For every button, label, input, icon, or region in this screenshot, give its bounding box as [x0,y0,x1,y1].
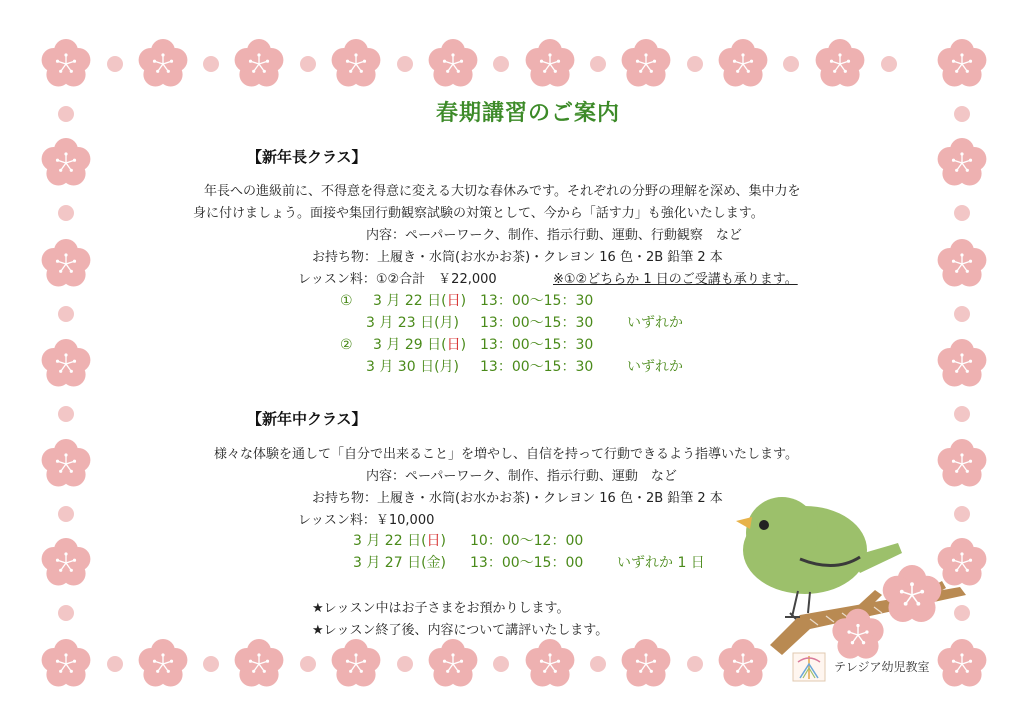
note-item: ★レッスン終了後、内容について講評いたします。 [312,623,609,638]
schedule-date: 3 月 22 日( [353,533,427,549]
schedule-time: 13：00～15：30 [480,337,594,353]
schedule-sunday: 日 [426,533,441,549]
class1-items: お持ち物：上履き・水筒(お水かお茶)・クレヨン 16 色・2B 鉛筆 2 本 [312,250,723,265]
schedule-mark: ② [340,337,353,353]
class2-content: 内容：ペーパーワーク、制作、指示行動、運動 など [366,469,677,484]
class1-fee-note: ※①②どちらか 1 日のご受講も承ります。 [553,272,798,287]
schedule-time: 13：00～15：30 [480,359,594,375]
class1-content: 内容：ペーパーワーク、制作、指示行動、運動、行動観察 など [366,228,742,243]
page-title: 春期講習のご案内 [436,101,621,126]
schedule-time: 13：00～15：00 [470,555,584,571]
schedule-time: 13：00～15：30 [480,315,594,331]
schedule-sunday: 日 [446,293,461,309]
schedule-date: 3 月 29 日( [373,337,447,353]
school-logo-icon [792,652,826,682]
class2-heading: 【新年中クラス】 [247,410,367,428]
schedule-time: 13：00～15：30 [480,293,594,309]
schedule-date: 3 月 23 日(月) [366,315,459,331]
schedule-mark: ① [340,293,353,309]
schedule-note: いずれか [627,359,683,375]
schedule-note: いずれか [627,315,683,331]
class2-items: お持ち物：上履き・水筒(お水かお茶)・クレヨン 16 色・2B 鉛筆 2 本 [312,491,723,506]
class1-heading: 【新年長クラス】 [247,148,367,166]
school-name: テレジア幼児教室 [834,660,930,674]
bird-on-branch-illustration [730,495,980,660]
schedule-note: いずれか 1 日 [617,555,705,571]
schedule-sunday: 日 [446,337,461,353]
schedule-time: 10：00～12：00 [470,533,584,549]
schedule-date: 3 月 22 日( [373,293,447,309]
schedule-date: 3 月 30 日(月) [366,359,459,375]
class2-fee: レッスン料：￥10,000 [298,513,435,528]
bird [736,497,902,619]
class1-schedule-row: ① 3 月 22 日(日) [340,293,467,309]
class2-intro: 様々な体験を通して「自分で出来ること」を増やし、自信を持って行動できるよう指導いたします。 [214,447,798,462]
class2-schedule-row: 3 月 22 日(日) [353,533,447,549]
class1-schedule-row: ② 3 月 29 日(日) [340,337,467,353]
schedule-date: 3 月 27 日(金) [353,555,446,571]
class1-intro-line2: 身に付けましょう。面接や集団行動観察試験の対策として、今から「話す力」も強化いたします。 [193,206,764,221]
class1-fee: レッスン料：①②合計 ￥22,000 [298,272,497,287]
class1-intro-line1: 年長への進級前に、不得意を得意に変える大切な春休みです。それぞれの分野の理解を深め、集中力を [204,184,801,199]
note-item: ★レッスン中はお子さまをお預かりします。 [312,601,570,616]
